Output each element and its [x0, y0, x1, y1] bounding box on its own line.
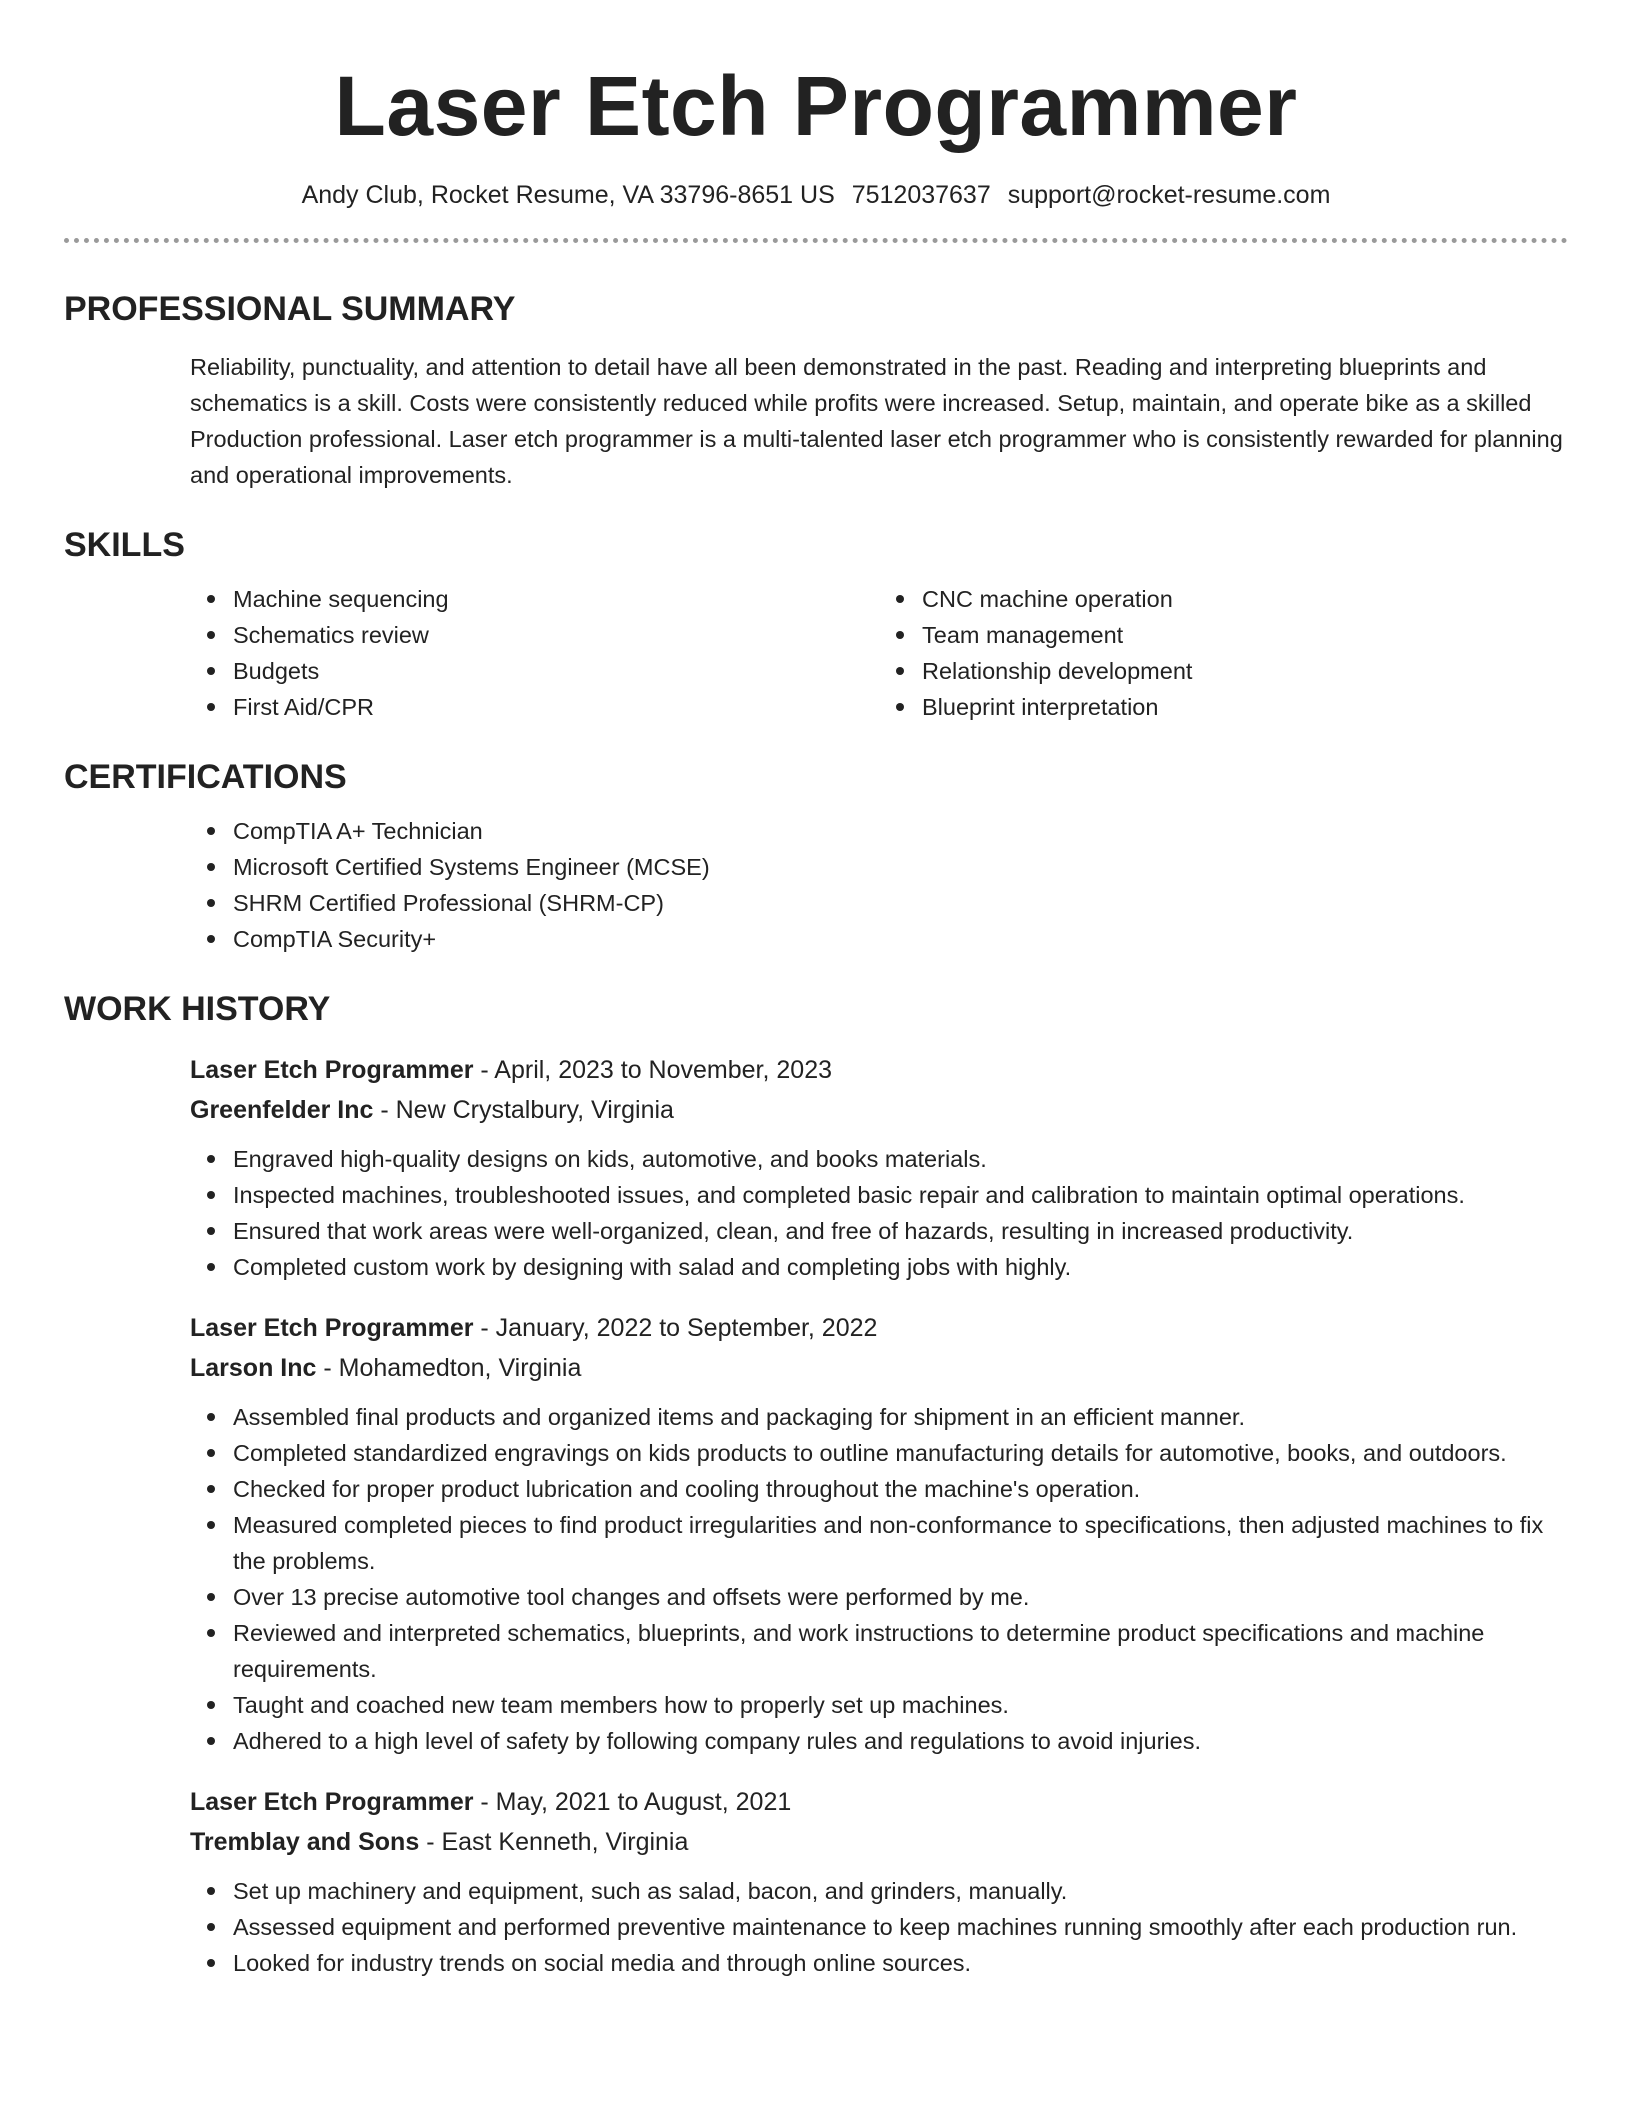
job-bullet: Over 13 precise automotive tool changes and offsets were performed by me. [233, 1579, 1568, 1615]
certification-item: CompTIA A+ Technician [233, 813, 1568, 849]
job-dates: - January, 2022 to September, 2022 [473, 1314, 878, 1342]
contact-line [64, 178, 1568, 212]
contact-phone: 7512037637 [851, 181, 991, 209]
resume-title: Laser Etch Programmer [334, 59, 1298, 153]
job-bullet: Adhered to a high level of safety by following company rules and regulations to avoid injuries. [233, 1723, 1568, 1759]
skills-heading: SKILLS [64, 526, 185, 564]
skills-list-right [879, 581, 1568, 725]
work-history-heading: WORK HISTORY [64, 990, 331, 1028]
certification-item: SHRM Certified Professional (SHRM-CP) [233, 885, 1568, 921]
job-company-line [190, 1823, 1568, 1861]
job-bullet: Ensured that work areas were well-organized, clean, and free of hazards, resulting in increased productivity. [233, 1213, 1568, 1249]
job-company: Greenfelder Inc [190, 1096, 374, 1124]
job-bullet: Checked for proper product lubrication and cooling throughout the machine's operation. [233, 1471, 1568, 1507]
job-entry [190, 1051, 1568, 1285]
job-title: Laser Etch Programmer [190, 1314, 474, 1342]
skills-grid [190, 581, 1568, 725]
certifications-section [64, 755, 1568, 957]
job-bullet: Engraved high-quality designs on kids, automotive, and books materials. [233, 1141, 1568, 1177]
skills-section [64, 523, 1568, 725]
job-company: Tremblay and Sons [190, 1828, 420, 1856]
contact-address: Andy Club, Rocket Resume, VA 33796-8651 US [301, 181, 835, 209]
skills-list-left [190, 581, 879, 725]
job-dates: - May, 2021 to August, 2021 [473, 1788, 792, 1816]
certification-item: Microsoft Certified Systems Engineer (MCSE) [233, 849, 1568, 885]
job-entry [190, 1309, 1568, 1759]
certification-item: CompTIA Security+ [233, 921, 1568, 957]
job-company-line [190, 1091, 1568, 1129]
skill-item: Relationship development [922, 653, 1568, 689]
job-bullet: Assessed equipment and performed preventive maintenance to keep machines running smoothly after each production run. [233, 1909, 1568, 1945]
summary-section [64, 287, 1568, 493]
job-bullet: Completed custom work by designing with salad and completing jobs with highly. [233, 1249, 1568, 1285]
job-bullet: Inspected machines, troubleshooted issues, and completed basic repair and calibration to maintain optimal operations. [233, 1177, 1568, 1213]
header-divider [64, 238, 1568, 243]
contact-email: support@rocket-resume.com [1007, 181, 1331, 209]
summary-text: Reliability, punctuality, and attention to detail have all been demonstrated in the past. Reading and interpreting blueprints and schematics is a skill. Costs were consistently reduced while profits were increased. Setup, maintain, and operate bike as a skilled Production professional. Laser etch programmer is a multi-talented laser etch programmer who is consistently rewarded for planning and operational improvements. [190, 354, 1563, 488]
job-bullet: Looked for industry trends on social media and through online sources. [233, 1945, 1568, 1981]
job-bullet: Taught and coached new team members how to properly set up machines. [233, 1687, 1568, 1723]
job-company: Larson Inc [190, 1354, 317, 1382]
job-title-line [190, 1051, 1568, 1089]
job-bullets [190, 1399, 1568, 1759]
job-title-line [190, 1309, 1568, 1347]
job-bullet: Set up machinery and equipment, such as salad, bacon, and grinders, manually. [233, 1873, 1568, 1909]
work-history-section [64, 987, 1568, 1981]
job-bullet: Completed standardized engravings on kids products to outline manufacturing details for automotive, books, and outdoors. [233, 1435, 1568, 1471]
job-bullets [190, 1141, 1568, 1285]
job-title-line [190, 1783, 1568, 1821]
certifications-heading: CERTIFICATIONS [64, 758, 347, 796]
job-title: Laser Etch Programmer [190, 1056, 474, 1084]
job-location: - New Crystalbury, Virginia [373, 1096, 674, 1124]
job-company-line [190, 1349, 1568, 1387]
job-bullet: Assembled final products and organized items and packaging for shipment in an efficient manner. [233, 1399, 1568, 1435]
job-dates: - April, 2023 to November, 2023 [473, 1056, 832, 1084]
skill-item: Blueprint interpretation [922, 689, 1568, 725]
skill-item: Machine sequencing [233, 581, 879, 617]
summary-heading: PROFESSIONAL SUMMARY [64, 290, 516, 328]
job-entry [190, 1783, 1568, 1981]
job-title: Laser Etch Programmer [190, 1788, 474, 1816]
job-location: - Mohamedton, Virginia [316, 1354, 582, 1382]
skill-item: CNC machine operation [922, 581, 1568, 617]
skill-item: Budgets [233, 653, 879, 689]
skill-item: First Aid/CPR [233, 689, 879, 725]
skill-item: Schematics review [233, 617, 879, 653]
skill-item: Team management [922, 617, 1568, 653]
job-bullets [190, 1873, 1568, 1981]
certifications-list [190, 813, 1568, 957]
job-location: - East Kenneth, Virginia [419, 1828, 689, 1856]
job-bullet: Reviewed and interpreted schematics, blueprints, and work instructions to determine product specifications and machine requirements. [233, 1615, 1568, 1687]
job-bullet: Measured completed pieces to find product irregularities and non-conformance to specifications, then adjusted machines to fix the problems. [233, 1507, 1568, 1579]
